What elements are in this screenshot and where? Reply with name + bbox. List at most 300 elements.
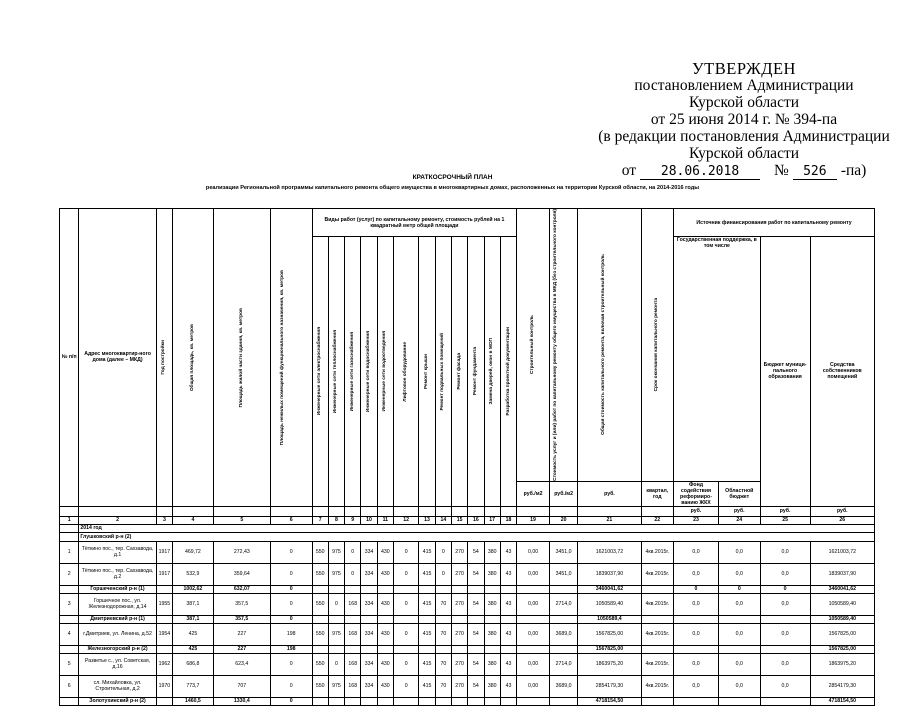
subtotal-blank [156, 645, 172, 653]
year-row [60, 524, 875, 532]
column-number: 14 [435, 516, 451, 524]
year-blank [60, 524, 79, 532]
subtotal-blank [517, 645, 550, 653]
row-address: Тёткино пос., тер. Сахзавода, д.1 [79, 541, 156, 563]
subtotal-blank [500, 615, 516, 623]
header-address: Адрес многоквартир-ного дома (далее – МКД) [79, 209, 156, 507]
subtotal-fund [674, 697, 719, 705]
subtotal-next-district: Железногорский р-н (2) [79, 645, 156, 653]
row-control: 0,00 [517, 653, 550, 675]
column-number: 4 [173, 516, 214, 524]
subtotal-blank [156, 615, 172, 623]
row-work-cost: 0 [393, 593, 418, 615]
row-work-cost: 975 [328, 563, 344, 585]
table-row [60, 675, 875, 697]
header-row-1 [60, 209, 875, 237]
row-work-cost: 0 [435, 563, 451, 585]
units-blank [451, 506, 467, 516]
subtotal-blank [517, 615, 550, 623]
row-municipal: 0,0 [760, 653, 810, 675]
row-owners: 1050589,40 [810, 593, 874, 615]
subtotal-blank [60, 615, 79, 623]
row-work-cost: 70 [435, 593, 451, 615]
subtotal-blank [435, 645, 451, 653]
column-number: 20 [549, 516, 578, 524]
row-work-cost: 43 [500, 541, 516, 563]
row-work-cost: 54 [468, 623, 484, 645]
row-work-cost: 0 [435, 541, 451, 563]
row-work-cost: 430 [377, 675, 393, 697]
year-label: 2014 год [79, 524, 875, 532]
row-number: 5 [60, 653, 79, 675]
row-total-cost: 1050589,40 [578, 593, 641, 615]
approval-stamp [598, 60, 890, 180]
subtotal-blank [156, 697, 172, 705]
header-w10: Ремонт фундамента [468, 237, 484, 507]
row-work-cost: 550 [312, 653, 328, 675]
subtotal-blank [60, 585, 79, 593]
subtotal-owners: 3460041,62 [810, 585, 874, 593]
subtotal-blank [484, 615, 500, 623]
row-work-cost: 0 [393, 541, 418, 563]
row-work-cost: 54 [468, 541, 484, 563]
row-cost-unit: 2714,0 [549, 593, 578, 615]
row-regional: 0,0 [718, 593, 760, 615]
subtotal-regional [718, 645, 760, 653]
subtotal-total-area: 387,1 [173, 615, 214, 623]
district-blank [60, 532, 79, 541]
subtotal-blank [549, 697, 578, 705]
row-work-cost: 975 [328, 623, 344, 645]
header-owners: Средства собственников помещений [810, 237, 874, 507]
subtotal-blank [435, 615, 451, 623]
subtotal-fund: 0 [674, 585, 719, 593]
column-number-row [60, 516, 875, 524]
approval-line-1: постановлением Администрации [634, 77, 854, 94]
row-work-cost: 415 [419, 541, 435, 563]
row-cost-unit: 3689,0 [549, 675, 578, 697]
subtotal-blank [361, 697, 377, 705]
subtotal-blank [419, 645, 435, 653]
header-w2: Инженерные сети теплоснабжения [328, 237, 344, 507]
row-work-cost: 415 [419, 675, 435, 697]
subtotal-total-area: 1002,62 [173, 585, 214, 593]
subtotal-blank [393, 585, 418, 593]
subtotal-living-area: 227 [213, 645, 270, 653]
subtotal-blank [549, 615, 578, 623]
row-work-cost: 270 [451, 675, 467, 697]
row-work-cost: 270 [451, 541, 467, 563]
header-w8: Ремонт подвальных помещений [435, 237, 451, 507]
units-row [60, 506, 875, 516]
row-work-cost: 380 [484, 563, 500, 585]
subtotal-blank [500, 645, 516, 653]
header-total-area: Общая площадь, кв. метров [173, 209, 214, 507]
units-blank [173, 506, 214, 516]
unit-cost-unit: руб./м2 [549, 481, 578, 506]
row-living-area: 707 [213, 675, 270, 697]
row-nonres-area: 0 [270, 541, 312, 563]
row-deadline: 4кв.2015г. [641, 623, 674, 645]
units-blank [79, 506, 156, 516]
row-work-cost: 0 [345, 541, 361, 563]
subtotal-blank [549, 585, 578, 593]
subtotal-municipal [760, 645, 810, 653]
unit-source: руб. [718, 506, 760, 516]
subtotal-regional [718, 615, 760, 623]
row-total-area: 469,72 [173, 541, 214, 563]
row-year: 1917 [156, 541, 172, 563]
row-total-cost: 2854179,30 [578, 675, 641, 697]
subtotal-blank [517, 697, 550, 705]
row-fund: 0,0 [674, 563, 719, 585]
subtotal-blank [641, 697, 674, 705]
row-municipal: 0,0 [760, 563, 810, 585]
approval-date: 28.06.2018 [640, 165, 760, 180]
subtotal-blank [361, 645, 377, 653]
header-w4: Инженерные сети водоснабжения [361, 237, 377, 507]
row-fund: 0,0 [674, 675, 719, 697]
subtotal-blank [312, 615, 328, 623]
header-cost-unit: Стоимость услуг и (или) работ по капитальному ремонту общего имущества в МКД (без строительного контроля) [549, 209, 578, 482]
row-work-cost: 380 [484, 593, 500, 615]
subtotal-row [60, 645, 875, 653]
header-deadline: Срок окончания капитального ремонта [641, 209, 674, 482]
row-work-cost: 270 [451, 593, 467, 615]
row-work-cost: 550 [312, 541, 328, 563]
row-deadline: 4кв.2015г. [641, 563, 674, 585]
row-work-cost: 168 [345, 675, 361, 697]
subtotal-blank [419, 615, 435, 623]
row-municipal: 0,0 [760, 593, 810, 615]
row-work-cost: 430 [377, 593, 393, 615]
header-living-area: Площадь жилой части здания, кв. метров [213, 209, 270, 507]
subtotal-blank [484, 585, 500, 593]
header-works-group: Виды работ (услуг) по капитальному ремонту, стоимость рублей на 1 квадратный метр общей площади [312, 209, 517, 237]
row-work-cost: 168 [345, 623, 361, 645]
row-work-cost: 334 [361, 623, 377, 645]
row-work-cost: 334 [361, 541, 377, 563]
row-address: сл. Михайловка, ул. Строительная, д.2 [79, 675, 156, 697]
units-blank [393, 506, 418, 516]
units-blank [156, 506, 172, 516]
subtotal-blank [419, 697, 435, 705]
row-total-cost: 1621003,72 [578, 541, 641, 563]
row-work-cost: 0 [393, 675, 418, 697]
subtotal-next-district: Горшеченский р-н (1) [79, 585, 156, 593]
subtotal-owners: 1050589,40 [810, 615, 874, 623]
row-work-cost: 550 [312, 593, 328, 615]
column-number: 15 [451, 516, 467, 524]
row-total-cost: 1863975,20 [578, 653, 641, 675]
units-blank [419, 506, 435, 516]
row-nonres-area: 0 [270, 653, 312, 675]
column-number: 7 [312, 516, 328, 524]
row-municipal: 0,0 [760, 675, 810, 697]
units-blank [345, 506, 361, 516]
row-address: Разветье с., ул. Советская, д.16 [79, 653, 156, 675]
row-regional: 0,0 [718, 675, 760, 697]
table-row [60, 563, 875, 585]
row-cost-unit: 3451,0 [549, 563, 578, 585]
column-number: 23 [674, 516, 719, 524]
row-year: 1970 [156, 675, 172, 697]
row-regional: 0,0 [718, 541, 760, 563]
subtotal-fund [674, 645, 719, 653]
units-blank [435, 506, 451, 516]
units-blank [270, 506, 312, 516]
column-number: 8 [328, 516, 344, 524]
row-control: 0,00 [517, 623, 550, 645]
column-number: 25 [760, 516, 810, 524]
row-work-cost: 70 [435, 623, 451, 645]
column-number: 17 [484, 516, 500, 524]
subtotal-blank [484, 645, 500, 653]
header-w5: Инженерные сети водоотведения [377, 237, 393, 507]
subtotal-blank [500, 585, 516, 593]
subtotal-blank [60, 697, 79, 705]
row-control: 0,00 [517, 541, 550, 563]
column-number: 2 [79, 516, 156, 524]
row-owners: 1839037,90 [810, 563, 874, 585]
subtotal-blank [468, 697, 484, 705]
table-row [60, 593, 875, 615]
row-address: Тёткино пос., тер. Сахзавода, д.2 [79, 563, 156, 585]
row-nonres-area: 0 [270, 593, 312, 615]
approval-line-4: (в редакции постановления Администрации [598, 128, 890, 145]
row-work-cost: 334 [361, 563, 377, 585]
units-blank [361, 506, 377, 516]
row-number: 3 [60, 593, 79, 615]
subtotal-blank [345, 585, 361, 593]
row-work-cost: 550 [312, 675, 328, 697]
subtotal-blank [328, 615, 344, 623]
approval-no: № [774, 162, 789, 179]
row-total-cost: 1839037,90 [578, 563, 641, 585]
subtotal-blank [641, 615, 674, 623]
subtotal-blank [345, 615, 361, 623]
row-nonres-area: 0 [270, 675, 312, 697]
subtotal-blank [345, 697, 361, 705]
row-year: 1962 [156, 653, 172, 675]
subtotal-row [60, 697, 875, 705]
column-number: 6 [270, 516, 312, 524]
subtotal-blank [312, 585, 328, 593]
subtotal-blank [549, 645, 578, 653]
subtotal-blank [517, 585, 550, 593]
row-work-cost: 270 [451, 623, 467, 645]
units-blank [578, 506, 641, 516]
row-total-area: 387,1 [173, 593, 214, 615]
row-living-area: 227 [213, 623, 270, 645]
subtotal-blank [435, 585, 451, 593]
approval-title: УТВЕРЖДЕН [692, 59, 796, 78]
units-blank [328, 506, 344, 516]
subtotal-blank [345, 645, 361, 653]
row-deadline: 4кв.2015г. [641, 541, 674, 563]
row-work-cost: 415 [419, 623, 435, 645]
subtotal-total-area: 425 [173, 645, 214, 653]
column-number: 19 [517, 516, 550, 524]
district-row [60, 532, 875, 541]
subtotal-blank [468, 645, 484, 653]
row-work-cost: 334 [361, 675, 377, 697]
header-control: Строительный контроль [517, 209, 550, 482]
row-work-cost: 168 [345, 593, 361, 615]
subtotal-blank [312, 697, 328, 705]
header-regional: Областной бюджет [718, 481, 760, 506]
subtotal-regional [718, 697, 760, 705]
subtotal-blank [468, 585, 484, 593]
units-blank [641, 506, 674, 516]
row-fund: 0,0 [674, 541, 719, 563]
row-regional: 0,0 [718, 623, 760, 645]
subtotal-blank [328, 645, 344, 653]
row-regional: 0,0 [718, 653, 760, 675]
subtotal-blank [641, 585, 674, 593]
subtotal-next-district: Золотухинский р-н (2) [79, 697, 156, 705]
row-living-area: 359,64 [213, 563, 270, 585]
row-work-cost: 54 [468, 593, 484, 615]
header-nonres-area: Площадь нежилых помещений функционального назначения, кв. метров [270, 209, 312, 507]
row-owners: 1567825,00 [810, 623, 874, 645]
row-owners: 2854179,30 [810, 675, 874, 697]
subtotal-regional: 0 [718, 585, 760, 593]
row-work-cost: 270 [451, 563, 467, 585]
subtotal-blank [312, 645, 328, 653]
row-municipal: 0,0 [760, 541, 810, 563]
row-deadline: 4кв.2015г. [641, 653, 674, 675]
subtotal-blank [361, 585, 377, 593]
table-row [60, 541, 875, 563]
unit-source: руб. [674, 506, 719, 516]
row-work-cost: 270 [451, 653, 467, 675]
unit-control: руб./м2 [517, 481, 550, 506]
header-w7: Ремонт крыши [419, 237, 435, 507]
row-work-cost: 43 [500, 623, 516, 645]
unit-source: руб. [760, 506, 810, 516]
subtotal-blank [377, 615, 393, 623]
header-w11: Замена дверей, окон в МОП [484, 237, 500, 507]
row-work-cost: 43 [500, 593, 516, 615]
units-blank [468, 506, 484, 516]
column-number: 9 [345, 516, 361, 524]
subtotal-blank [451, 585, 467, 593]
approval-suffix: -па) [840, 162, 867, 179]
row-work-cost: 380 [484, 623, 500, 645]
units-blank [517, 506, 550, 516]
row-number: 2 [60, 563, 79, 585]
row-nonres-area: 198 [270, 623, 312, 645]
row-work-cost: 54 [468, 563, 484, 585]
header-year: Год постройки [156, 209, 172, 507]
plan-subtitle: реализации Региональной программы капитального ремонта общего имущества в многоквартирных домах, расположенных на территории Курской области, на 2014-2016 годы [205, 185, 700, 191]
row-work-cost: 975 [328, 541, 344, 563]
row-municipal: 0,0 [760, 623, 810, 645]
subtotal-living-area: 1330,4 [213, 697, 270, 705]
row-year: 1955 [156, 593, 172, 615]
column-number: 10 [361, 516, 377, 524]
row-cost-unit: 2714,0 [549, 653, 578, 675]
row-nonres-area: 0 [270, 563, 312, 585]
column-number: 3 [156, 516, 172, 524]
row-work-cost: 0 [328, 653, 344, 675]
row-work-cost: 0 [393, 653, 418, 675]
row-living-area: 272,43 [213, 541, 270, 563]
row-work-cost: 415 [419, 593, 435, 615]
row-fund: 0,0 [674, 653, 719, 675]
row-year: 1954 [156, 623, 172, 645]
row-work-cost: 334 [361, 593, 377, 615]
unit-source: руб. [810, 506, 874, 516]
row-work-cost: 43 [500, 675, 516, 697]
subtotal-living-area: 632,07 [213, 585, 270, 593]
unit-deadline: квартал, год [641, 481, 674, 506]
row-year: 1917 [156, 563, 172, 585]
units-blank [484, 506, 500, 516]
column-number: 26 [810, 516, 874, 524]
subtotal-blank [393, 645, 418, 653]
column-number: 18 [500, 516, 516, 524]
row-total-area: 773,7 [173, 675, 214, 697]
row-work-cost: 0 [393, 623, 418, 645]
subtotal-municipal: 0 [760, 585, 810, 593]
row-number: 1 [60, 541, 79, 563]
row-work-cost: 54 [468, 653, 484, 675]
row-work-cost: 70 [435, 653, 451, 675]
subtotal-blank [377, 697, 393, 705]
row-work-cost: 550 [312, 563, 328, 585]
row-control: 0,00 [517, 675, 550, 697]
column-number: 1 [60, 516, 79, 524]
subtotal-blank [393, 615, 418, 623]
row-control: 0,00 [517, 563, 550, 585]
row-owners: 1863975,20 [810, 653, 874, 675]
header-w9: Ремонт фасада [451, 237, 467, 507]
row-cost-unit: 3451,0 [549, 541, 578, 563]
subtotal-blank [641, 645, 674, 653]
subtotal-blank [451, 615, 467, 623]
row-living-area: 623,4 [213, 653, 270, 675]
row-work-cost: 550 [312, 623, 328, 645]
units-blank [377, 506, 393, 516]
units-blank [60, 506, 79, 516]
table-row [60, 653, 875, 675]
units-blank [500, 506, 516, 516]
header-num: № п/п [60, 209, 79, 507]
subtotal-blank [393, 697, 418, 705]
district-label: Глушковский р-н (2) [79, 532, 875, 541]
row-work-cost: 975 [328, 675, 344, 697]
approval-number: 526 [793, 165, 837, 180]
subtotal-total-cost: 4718154,50 [578, 697, 641, 705]
plan-table [59, 208, 875, 706]
row-work-cost: 415 [419, 653, 435, 675]
header-w1: Инженерные сети электроснабжения [312, 237, 328, 507]
header-sources-group: Источник финансирования работ по капитальному ремонту [674, 209, 875, 237]
column-number: 24 [718, 516, 760, 524]
header-municipal: Бюджет муници-пального образования [760, 237, 810, 507]
subtotal-fund [674, 615, 719, 623]
subtotal-blank [484, 697, 500, 705]
row-work-cost: 334 [361, 653, 377, 675]
row-work-cost: 430 [377, 541, 393, 563]
units-blank [549, 506, 578, 516]
row-control: 0,00 [517, 593, 550, 615]
row-number: 6 [60, 675, 79, 697]
subtotal-blank [156, 585, 172, 593]
column-number: 5 [213, 516, 270, 524]
